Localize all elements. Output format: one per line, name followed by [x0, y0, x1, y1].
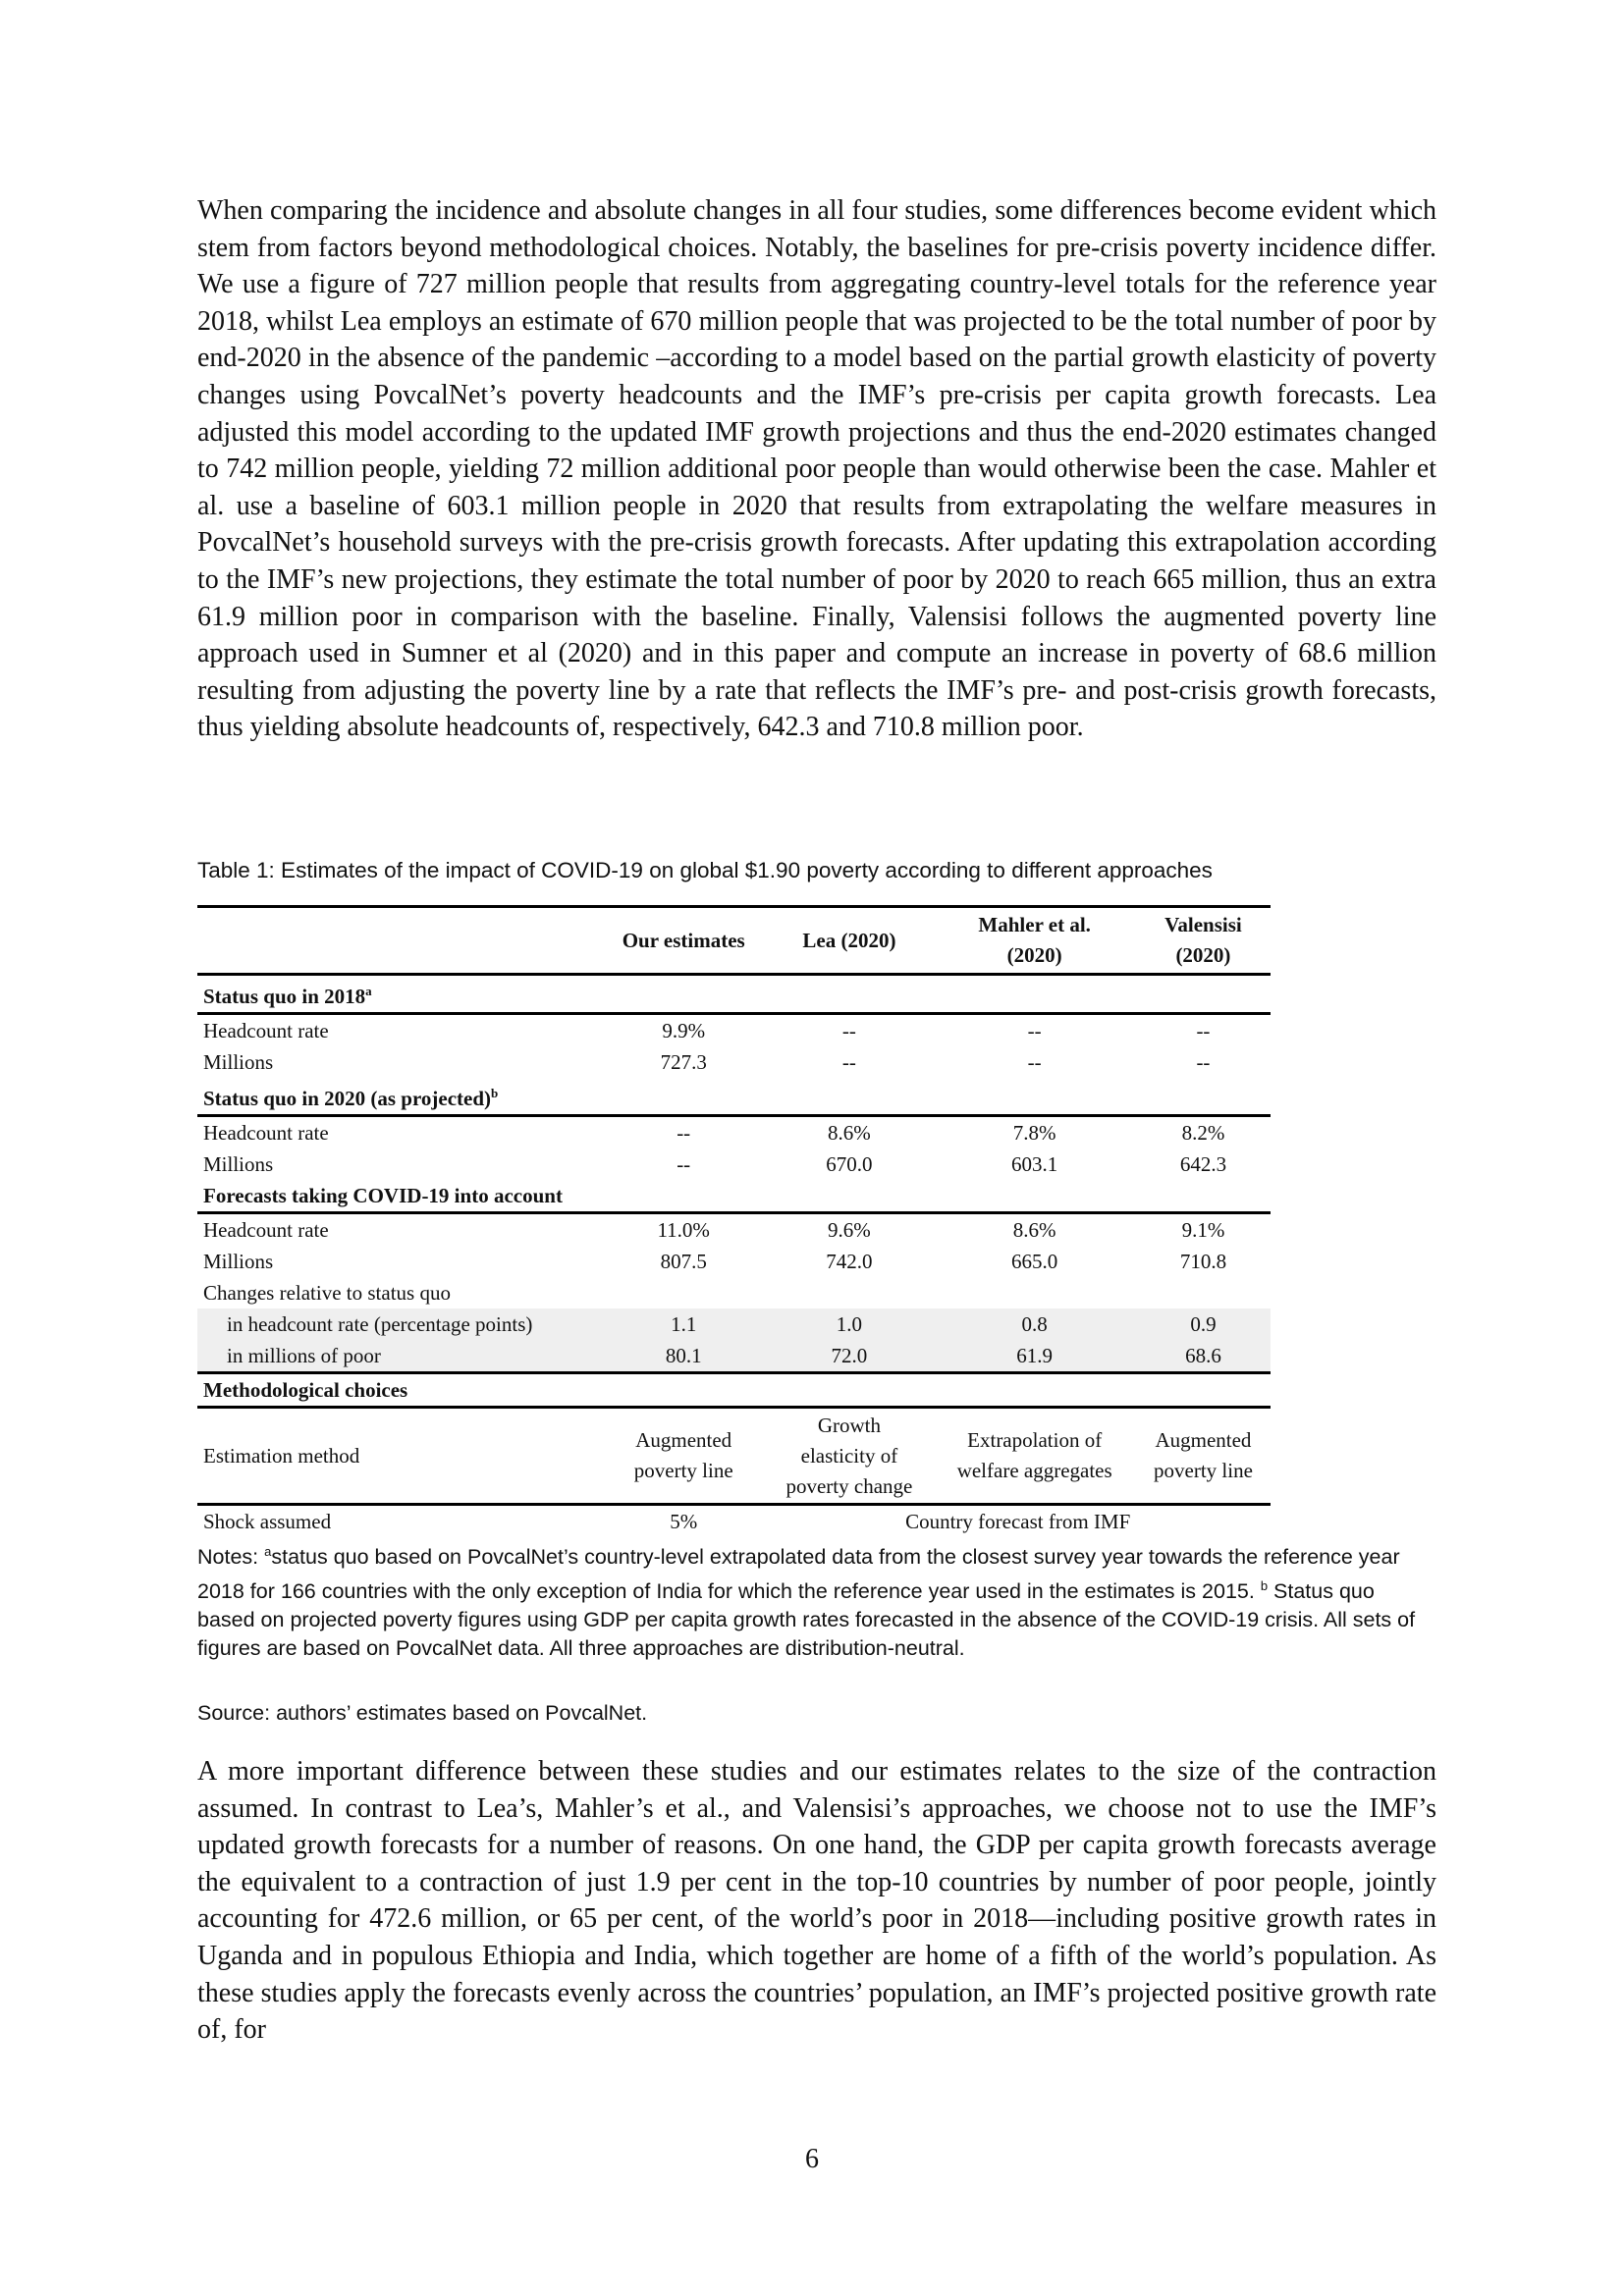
row-label: Headcount rate: [203, 1218, 329, 1242]
table-body: [197, 975, 1271, 1538]
table-row: [197, 1046, 1271, 1078]
notes-label: Notes:: [197, 1545, 265, 1570]
cell-value: 7.8%: [1012, 1121, 1056, 1145]
cell-value: [1136, 1277, 1271, 1308]
cell-value: 1.1: [602, 1308, 765, 1340]
cell-value: 9.9%: [662, 1019, 706, 1042]
cell-value: --: [1196, 1019, 1211, 1042]
cell-value: 670.0: [826, 1152, 873, 1176]
cell-value: 80.1: [602, 1340, 765, 1373]
estimation-method-row: [197, 1408, 1271, 1505]
column-header: Our estimates: [602, 907, 765, 975]
table-row: [197, 1308, 1271, 1340]
row-label: Headcount rate: [203, 1019, 329, 1042]
row-label: Millions: [203, 1152, 274, 1176]
body-paragraph: A more important difference between these studies and our estimates relates to the size of the contraction assumed. In contrast to Lea’s, Mahler’s et al., and Valensisi’s approaches, we choose not to use the IMF’s updated growth forecasts for a number of reasons. On one hand, the GDP per capita growth forecasts average the equivalent to a contraction of just 1.9 per cent in the top-10 countries by number of poor people, jointly accounting for 472.6 million, or 65 per cent, of the world’s poor in 2018—including positive growth rates in Uganda and in populous Ethiopia and India, which together are home of a fifth of the world’s population. As these studies apply the forecasts evenly across the countries’ population, an IMF’s projected positive growth rate of, for: [197, 1756, 1436, 2046]
cell-value: 72.0: [765, 1340, 933, 1373]
table-caption: Table 1: Estimates of the impact of COVID-19 on global $1.90 poverty according to different approaches: [197, 858, 1213, 882]
cell-value: 1.0: [765, 1308, 933, 1340]
cell-value: 603.1: [1011, 1152, 1058, 1176]
row-label: Shock assumed: [203, 1510, 332, 1533]
section-header-row: [197, 975, 1271, 1014]
section-title-text: Status quo in 2020 (as projected): [203, 1087, 492, 1110]
cell-value: 727.3: [660, 1050, 707, 1074]
cell-value: [602, 1277, 765, 1308]
footnote-marker: b: [491, 1086, 499, 1100]
page-number: 6: [805, 2144, 819, 2174]
table-row: [197, 1277, 1271, 1308]
row-label: Millions: [203, 1250, 274, 1273]
cell-value: 742.0: [826, 1250, 873, 1273]
row-label: Millions: [203, 1050, 274, 1074]
note-a: status quo based on PovcalNet’s country-level extrapolated data from the closest survey year towards the reference year 2018 for 166 countries with the only exception of India for which the reference year used in the estimates is 2015.: [197, 1545, 1400, 1604]
column-header: Lea (2020): [765, 907, 933, 975]
cell-value: 9.1%: [1181, 1218, 1225, 1242]
table-row: [197, 1246, 1271, 1277]
cell-value: 68.6: [1136, 1340, 1271, 1373]
section-header-row: [197, 1078, 1271, 1116]
table-header-row: [197, 907, 1271, 975]
cell-value: --: [1027, 1019, 1042, 1042]
row-label: in millions of poor: [197, 1340, 602, 1373]
row-label: in headcount rate (percentage points): [197, 1308, 602, 1340]
table-row: [197, 1340, 1271, 1373]
cell-value: 710.8: [1179, 1250, 1227, 1273]
table-row: [197, 1014, 1271, 1047]
section-title: [197, 1180, 1271, 1213]
section-header-row: [197, 1373, 1271, 1408]
cell-value: Augmented poverty line: [602, 1408, 765, 1505]
cell-value: [765, 1277, 933, 1308]
section-title: Methodological choices: [197, 1373, 1271, 1408]
table-row: [197, 1116, 1271, 1149]
table-row: [197, 1148, 1271, 1180]
header-empty: [197, 907, 602, 975]
section-title: [197, 975, 1271, 1014]
cell-value: Growth elasticity of poverty change: [765, 1408, 933, 1505]
cell-value: Augmented poverty line: [1136, 1408, 1271, 1505]
cell-value: [933, 1277, 1135, 1308]
table-notes: [197, 1537, 1436, 1663]
cell-value: 665.0: [1011, 1250, 1058, 1273]
cell-value: --: [841, 1050, 856, 1074]
section-title-text: Forecasts taking COVID-19 into account: [203, 1184, 563, 1207]
cell-value: 8.6%: [1012, 1218, 1056, 1242]
cell-value: --: [1027, 1050, 1042, 1074]
footnote-marker: a: [264, 1544, 272, 1559]
cell-value: 9.6%: [828, 1218, 871, 1242]
cell-value: 5%: [670, 1510, 698, 1533]
cell-value: 11.0%: [657, 1218, 710, 1242]
table-row: [197, 1213, 1271, 1247]
cell-value: 642.3: [1179, 1152, 1227, 1176]
section-title-text: Status quo in 2018: [203, 985, 366, 1008]
section-title: [197, 1078, 1271, 1116]
cell-value: --: [841, 1019, 856, 1042]
row-label: Changes relative to status quo: [203, 1281, 451, 1305]
cell-value: Country forecast from IMF: [905, 1510, 1131, 1533]
estimates-table: [197, 905, 1271, 1537]
cell-value: 0.8: [933, 1308, 1135, 1340]
cell-value: Extrapolation of welfare aggregates: [933, 1408, 1135, 1505]
footnote-marker: b: [1260, 1578, 1269, 1594]
cell-value: --: [1196, 1050, 1211, 1074]
section-header-row: [197, 1180, 1271, 1213]
cell-value: 8.6%: [828, 1121, 871, 1145]
footnote-marker: a: [365, 984, 372, 998]
table-source: Source: authors’ estimates based on PovcalNet.: [197, 1701, 648, 1725]
cell-value: 0.9: [1136, 1308, 1271, 1340]
cell-value: 807.5: [660, 1250, 707, 1273]
column-header: Mahler et al. (2020): [933, 907, 1135, 975]
row-label: Headcount rate: [203, 1121, 329, 1145]
note-b: Status quo based on projected poverty figures using GDP per capita growth rates forecasted in the absence of the COVID-19 crisis. All sets of figures are based on PovcalNet data. All three approaches are distribution-neutral.: [197, 1579, 1416, 1661]
row-label: Estimation method: [197, 1408, 602, 1505]
cell-value: 61.9: [933, 1340, 1135, 1373]
cell-value: --: [677, 1152, 691, 1176]
cell-value: 8.2%: [1181, 1121, 1225, 1145]
body-paragraph: When comparing the incidence and absolute changes in all four studies, some differences become evident which stem from factors beyond methodological choices. Notably, the baselines for pre-crisis poverty incidence differ. We use a figure of 727 million people that results from aggregating country-level totals for the reference year 2018, whilst Lea employs an estimate of 670 million people that was projected to be the total number of poor by end-2020 in the absence of the pandemic –according to a model based on the partial growth elasticity of poverty changes using PovcalNet’s poverty headcounts and the IMF’s pre-crisis per capita growth forecasts. Lea adjusted this model according to the updated IMF growth projections and thus the end-2020 estimates changed to 742 million people, yielding 72 million additional poor people than would otherwise been the case. Mahler et al. use a baseline of 603.1 million people in 2020 that results from extrapolating the welfare measures in PovcalNet’s household surveys with the pre-crisis growth forecasts. After updating this extrapolation according to the IMF’s new projections, they estimate the total number of poor by 2020 to reach 665 million, thus an extra 61.9 million poor in comparison with the baseline. Finally, Valensisi follows the augmented poverty line approach used in Sumner et al (2020) and in this paper and compute an increase in poverty of 68.6 million resulting from adjusting the poverty line by a rate that reflects the IMF’s pre- and post-crisis growth forecasts, thus yielding absolute headcounts of, respectively, 642.3 and 710.8 million poor.: [197, 195, 1436, 743]
column-header: Valensisi (2020): [1136, 907, 1271, 975]
shock-row: [197, 1505, 1271, 1538]
cell-value: --: [677, 1121, 691, 1145]
